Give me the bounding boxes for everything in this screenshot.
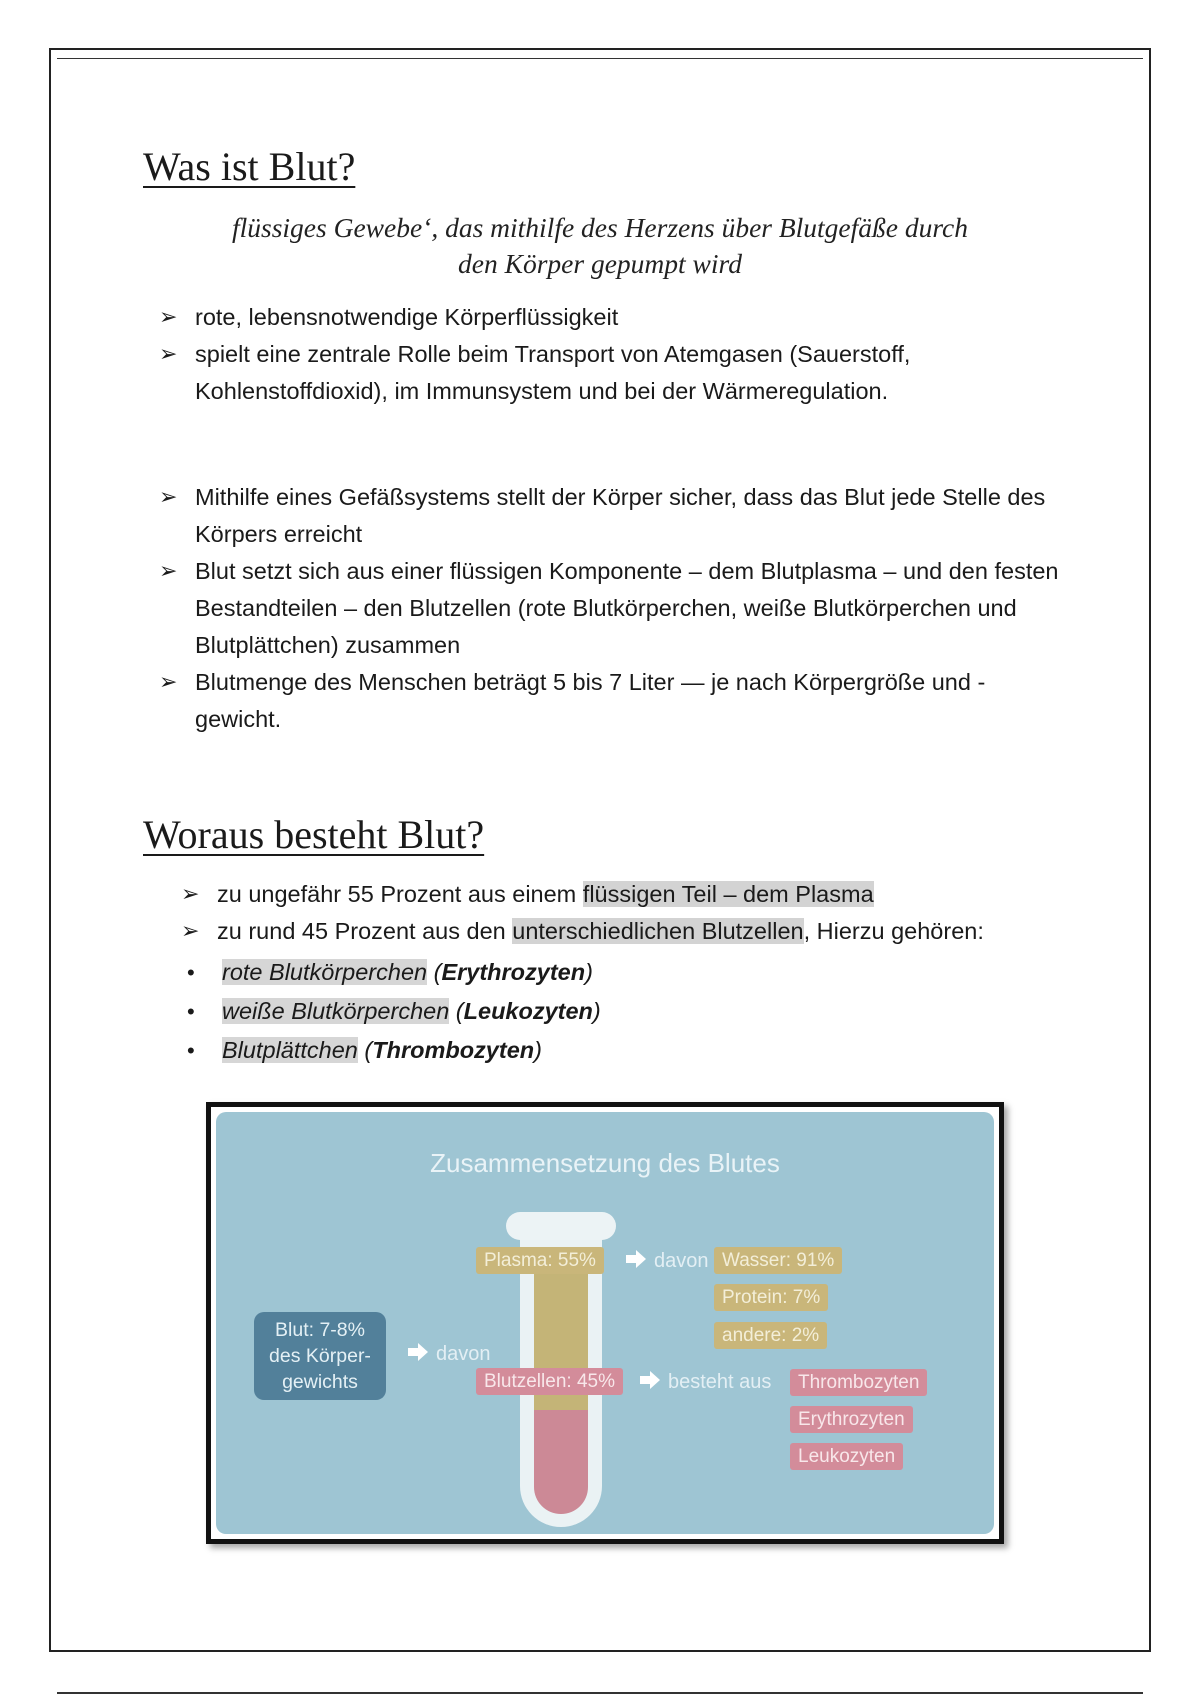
plasma-tag: Plasma: 55%	[476, 1247, 604, 1274]
arrow-bullet-icon: ➢	[159, 670, 178, 695]
infographic-background	[216, 1112, 994, 1534]
blood-cell-list	[165, 953, 965, 1070]
dot-bullet-icon: •	[187, 999, 195, 1024]
infographic-title: Zusammensetzung des Blutes	[430, 1148, 780, 1178]
list-item: ➢ Blutmenge des Menschen beträgt 5 bis 7 Liter — je nach Körpergröße und -gewicht.	[143, 664, 1063, 738]
composition-list	[165, 876, 1065, 950]
arrow-right-icon	[640, 1370, 660, 1390]
protein-tag: Protein: 7%	[714, 1284, 828, 1311]
list-item: • rote Blutkörperchen (Erythrozyten)	[165, 953, 965, 992]
bottom-rule	[57, 1692, 1143, 1694]
arrow-bullet-icon: ➢	[159, 305, 178, 330]
tube-cells-fill	[534, 1410, 588, 1514]
definition-line-2: den Körper gepumpt wird	[458, 248, 742, 279]
thrombozyten-tag: Thrombozyten	[790, 1369, 927, 1396]
highlight-blutzellen: unterschiedlichen Blutzellen	[512, 918, 804, 944]
list-item: ➢ zu ungefähr 55 Prozent aus einem flüssigen Teil – dem Plasma	[165, 876, 1065, 913]
dot-bullet-icon: •	[187, 1038, 195, 1063]
dot-bullet-icon: •	[187, 960, 195, 985]
flow-besteht-aus: besteht aus	[640, 1370, 771, 1394]
arrow-bullet-icon: ➢	[181, 919, 200, 944]
blood-composition-infographic	[206, 1102, 1004, 1544]
blutzellen-tag: Blutzellen: 45%	[476, 1368, 623, 1395]
list-item: ➢ Blut setzt sich aus einer flüssigen Komponente – dem Blutplasma – und den festen Bestandteilen – den Blutzellen (rote Blutkörperchen, weiße Blutkörperchen und Blutplättchen) zusammen	[143, 553, 1063, 664]
arrow-right-icon	[408, 1342, 428, 1362]
arrow-bullet-icon: ➢	[159, 559, 178, 584]
wasser-tag: Wasser: 91%	[714, 1247, 842, 1274]
leukozyten-tag: Leukozyten	[790, 1443, 903, 1470]
definition-subtitle	[140, 210, 1060, 282]
frame-top-rule	[57, 58, 1143, 59]
arrow-bullet-icon: ➢	[181, 882, 200, 907]
heading-woraus-besteht-blut: Woraus besteht Blut?	[143, 812, 485, 857]
erythrozyten-tag: Erythrozyten	[790, 1406, 913, 1433]
list-item: ➢ zu rund 45 Prozent aus den unterschiedlichen Blutzellen, Hierzu gehören:	[165, 913, 1065, 950]
blood-weight-box: Blut: 7-8% des Körper- gewichts	[254, 1312, 386, 1400]
list-item: ➢ spielt eine zentrale Rolle beim Transport von Atemgasen (Sauerstoff, Kohlenstoffdioxid), im Immunsystem und bei der Wärmeregulation.	[143, 336, 1063, 410]
flow-davon-plasma: davon	[626, 1249, 709, 1273]
list-item: ➢ Mithilfe eines Gefäßsystems stellt der Körper sicher, dass das Blut jede Stelle des Körpers erreicht	[143, 479, 1063, 553]
andere-tag: andere: 2%	[714, 1322, 827, 1349]
arrow-bullet-icon: ➢	[159, 342, 178, 367]
flow-davon-main: davon	[408, 1342, 491, 1366]
list-item: • Blutplättchen (Thrombozyten)	[165, 1031, 965, 1070]
test-tube-rim	[506, 1212, 616, 1240]
blood-facts-list-b	[143, 479, 1063, 738]
highlight-plasma: flüssigen Teil – dem Plasma	[582, 881, 874, 907]
heading-was-ist-blut: Was ist Blut?	[143, 144, 356, 189]
arrow-bullet-icon: ➢	[159, 485, 178, 510]
arrow-right-icon	[626, 1249, 646, 1269]
blood-facts-list-a	[143, 299, 1063, 410]
list-item: ➢ rote, lebensnotwendige Körperflüssigkeit	[143, 299, 1063, 336]
list-item: • weiße Blutkörperchen (Leukozyten)	[165, 992, 965, 1031]
definition-line-1: flüssiges Gewebe‘, das mithilfe des Herzens über Blutgefäße durch	[231, 212, 968, 243]
